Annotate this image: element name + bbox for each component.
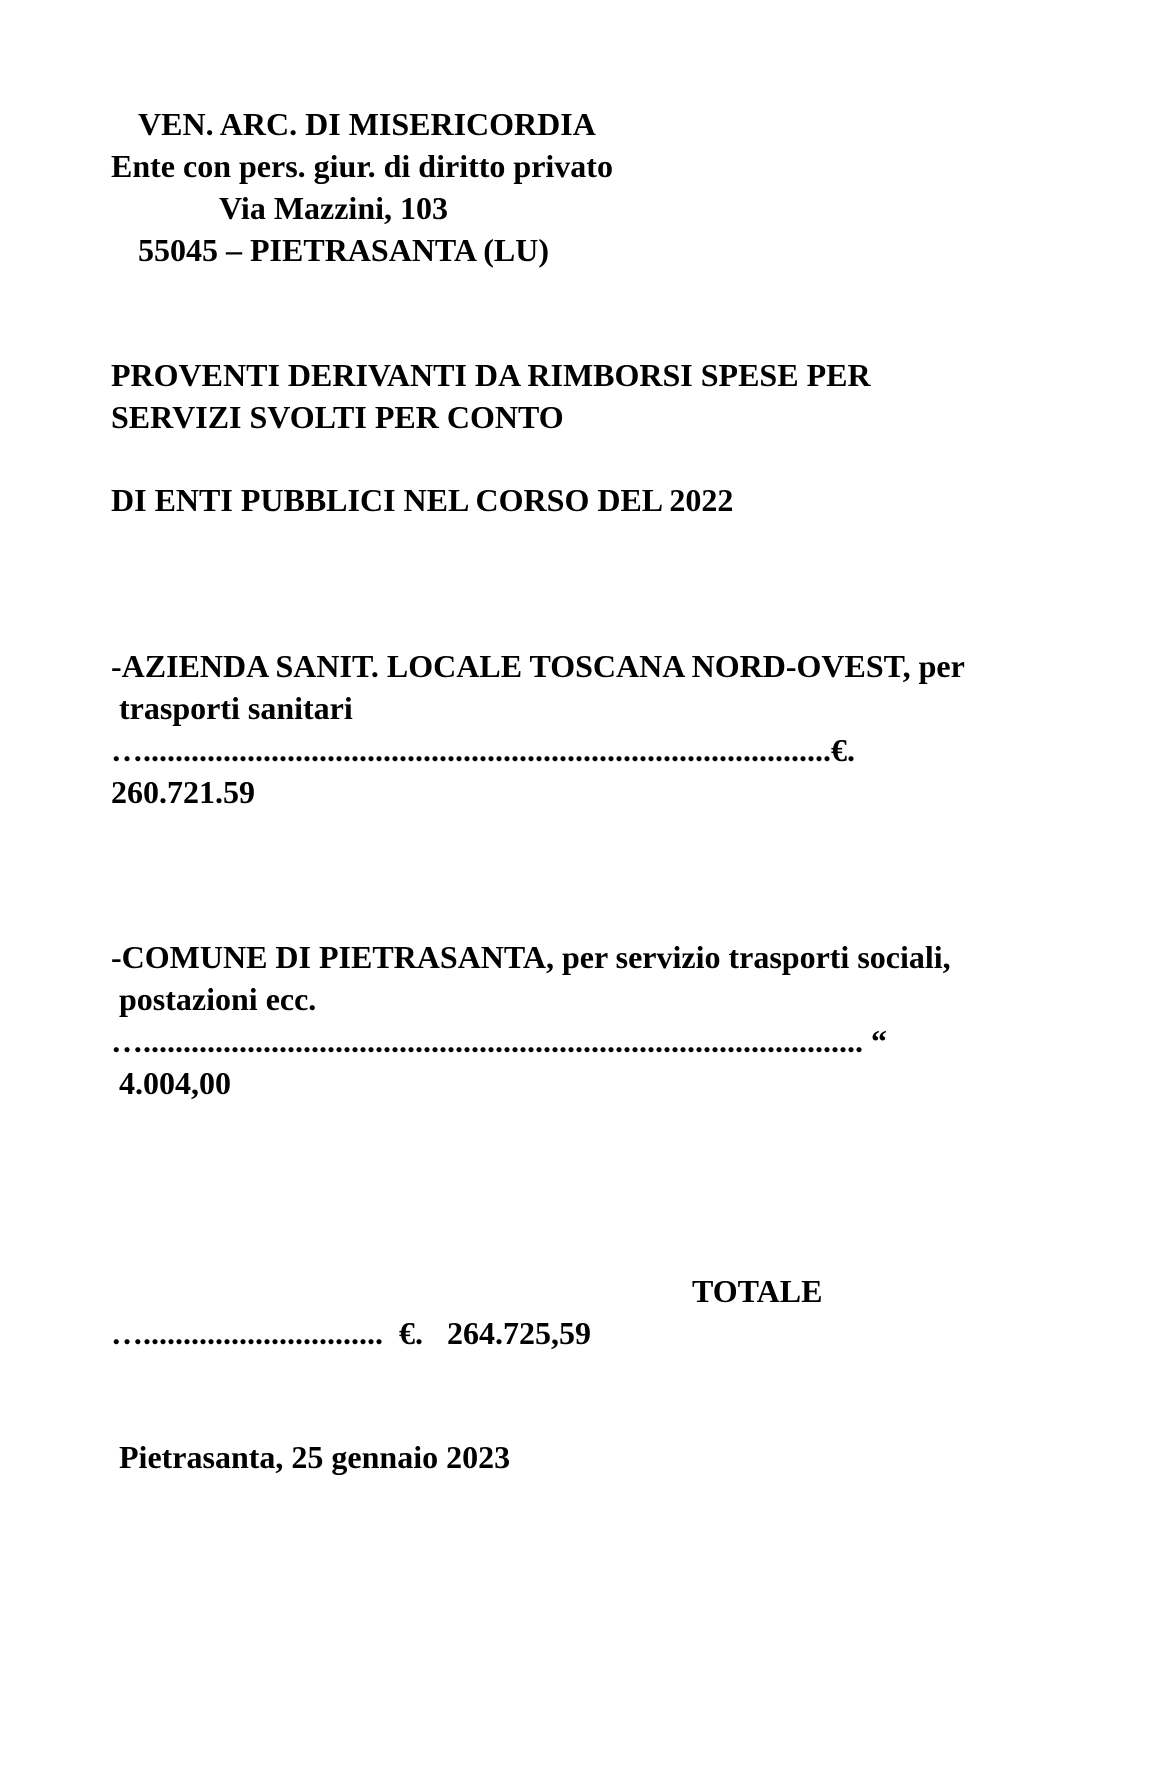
org-address-street: Via Mazzini, 103 [219,190,448,226]
item-1-amount: 260.721.59 [111,774,255,810]
place-and-date: Pietrasanta, 25 gennaio 2023 [111,1439,511,1475]
item-1-leader: …......................................................................................€. [111,732,855,768]
total-amount-line: ….............................. €. 264.725,59 [111,1315,591,1351]
document-title-line-2: SERVIZI SVOLTI PER CONTO [111,399,564,435]
item-2-description-cont: postazioni ecc. [111,981,317,1017]
document-title-line-1: PROVENTI DERIVANTI DA RIMBORSI SPESE PER [111,357,871,393]
org-legal-status: Ente con pers. giur. di diritto privato [111,148,613,184]
org-address-city: 55045 – PIETRASANTA (LU) [138,232,549,268]
total-label: TOTALE [692,1273,823,1309]
org-name: VEN. ARC. DI MISERICORDIA [138,106,596,142]
item-2-description: -COMUNE DI PIETRASANTA, per servizio trasporti sociali, [111,939,951,975]
item-2-leader: ….......................................................................................... “ [111,1023,887,1059]
document-title-line-3: DI ENTI PUBBLICI NEL CORSO DEL 2022 [111,482,734,518]
item-2-amount: 4.004,00 [111,1065,231,1101]
item-1-description: -AZIENDA SANIT. LOCALE TOSCANA NORD-OVEST, per [111,648,965,684]
item-1-description-cont: trasporti sanitari [111,690,353,726]
